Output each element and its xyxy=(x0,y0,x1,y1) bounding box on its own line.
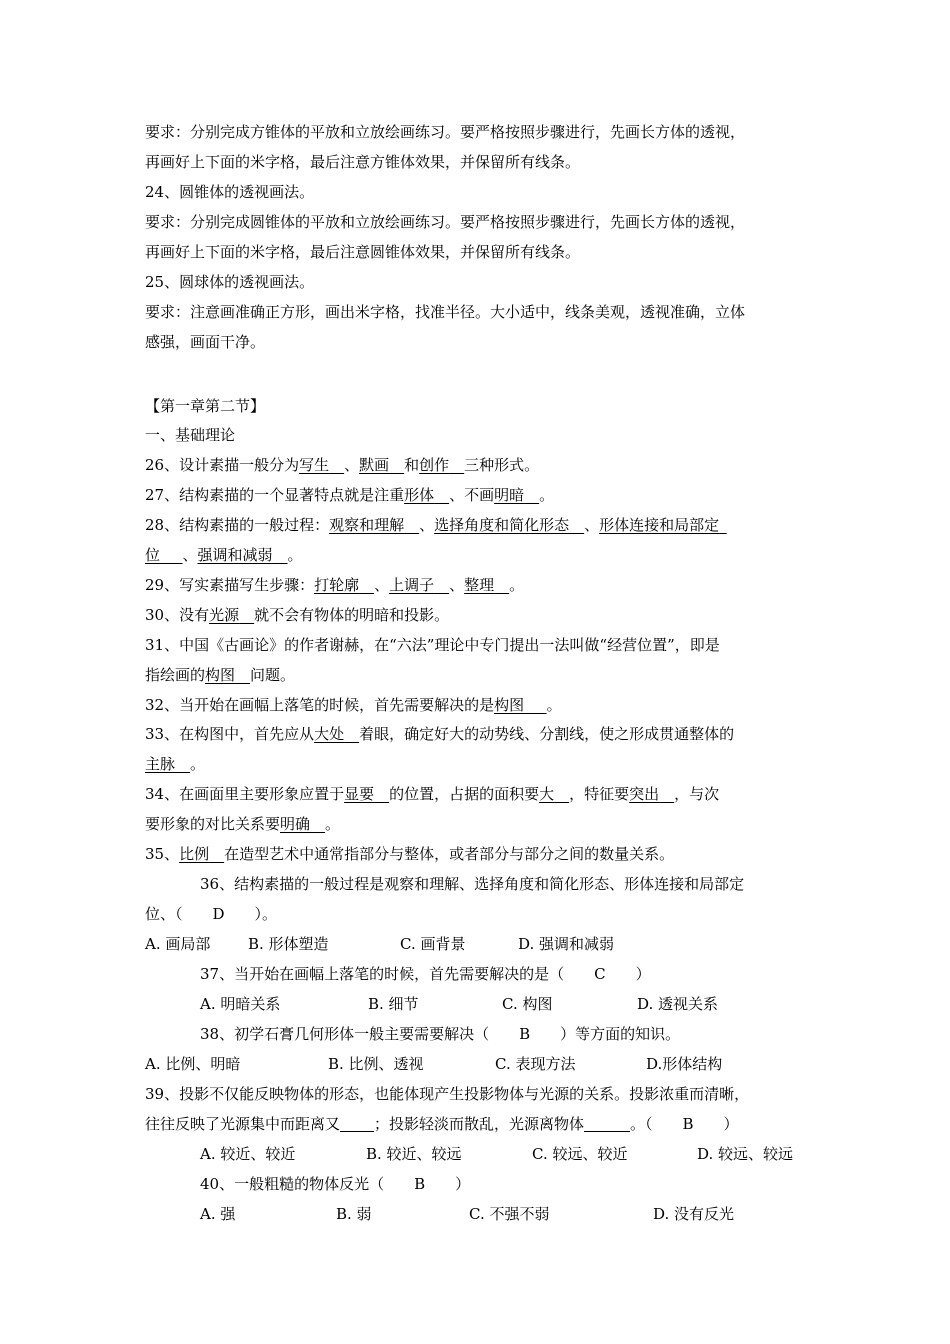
option-a: A. 强 xyxy=(200,1205,236,1223)
option-d: D.形体结构 xyxy=(646,1055,723,1073)
answer-blank: 明暗 xyxy=(494,486,525,504)
question-34-cont: 要形象的对比关系要明确 。 xyxy=(145,815,341,833)
text-line: 再画好上下面的米字格，最后注意方锥体效果，并保留所有线条。 xyxy=(145,153,581,171)
question-38: 38、初学石膏几何形体一般主要需要解决（ B ）等方面的知识。 xyxy=(200,1025,681,1043)
question-39-cont: 往往反映了光源集中而距离又 ；投影轻淡而散乱，光源离物体 。（ B ） xyxy=(145,1115,739,1133)
answer-blank: 形体 xyxy=(404,486,435,504)
option-d: D. 没有反光 xyxy=(653,1205,735,1223)
question-36-cont: 位、（ D ）。 xyxy=(145,905,278,923)
question-40-options xyxy=(200,1204,810,1224)
question-36: 36、结构素描的一般过程是观察和理解、选择角度和简化形态、形体连接和局部定 xyxy=(200,875,745,893)
question-27: 27、结构素描的一个显著特点就是注重形体 、不画明暗 。 xyxy=(145,486,555,504)
question-31-cont: 指绘画的构图 问题。 xyxy=(145,666,296,684)
answer-blank: 选择角度和简化形态 xyxy=(434,516,570,534)
question-28: 28、结构素描的一般过程：观察和理解 、选择角度和简化形态 、形体连接和局部定 xyxy=(145,515,810,535)
answer-blank: 默画 xyxy=(359,456,390,474)
answer-blank: 创作 xyxy=(419,456,450,474)
option-c: C. 画背景 xyxy=(400,935,466,953)
answer-blank: 强调和减弱 xyxy=(197,546,273,564)
question-31: 31、中国《古画论》的作者谢赫，在“六法”理论中专门提出一法叫做“经营位置”，即是 xyxy=(145,636,720,654)
subsection-heading: 一、基础理论 xyxy=(145,426,236,444)
answer-blank: 显要 xyxy=(344,785,375,803)
section-heading: 【第一章第二节】 xyxy=(145,397,266,415)
option-a: A. 明暗关系 xyxy=(200,995,281,1013)
option-d: D. 较远、较远 xyxy=(697,1145,794,1163)
answer-blank: 主脉 xyxy=(145,755,176,773)
option-b: B. 形体塑造 xyxy=(248,935,329,953)
text-line: 要求：分别完成圆锥体的平放和立放绘画练习。要严格按照步骤进行，先画长方体的透视， xyxy=(145,213,746,231)
text-line: 要求：分别完成方锥体的平放和立放绘画练习。要严格按照步骤进行，先画长方体的透视， xyxy=(145,123,746,141)
question-36-options xyxy=(145,934,810,954)
option-b: B. 较近、较远 xyxy=(366,1145,462,1163)
question-30: 30、没有光源 就不会有物体的明暗和投影。 xyxy=(145,606,450,624)
option-a: A. 画局部 xyxy=(145,935,211,953)
option-c: C. 构图 xyxy=(502,995,553,1013)
answer-blank: 构图 xyxy=(205,666,236,684)
answer-blank: 写生 xyxy=(299,456,330,474)
answer-blank: 位 xyxy=(145,546,161,564)
option-a: A. 比例、明暗 xyxy=(145,1055,241,1073)
answer-blank xyxy=(340,1116,374,1132)
answer-blank xyxy=(584,1116,630,1132)
option-c: C. 表现方法 xyxy=(495,1055,576,1073)
question-33: 33、在构图中，首先应从大处 着眼，确定好大的动势线、分割线，使之形成贯通整体的 xyxy=(145,725,735,743)
question-37-options xyxy=(200,994,810,1014)
question-34: 34、在画面里主要形象应置于显要 的位置，占据的面积要大 ，特征要突出 ，与次 xyxy=(145,785,720,803)
question-39-options xyxy=(200,1144,810,1164)
text-line: 感强，画面干净。 xyxy=(145,333,266,351)
question-35: 35、比例 在造型艺术中通常指部分与整体，或者部分与部分之间的数量关系。 xyxy=(145,845,675,863)
answer-blank: 大处 xyxy=(314,725,345,743)
question-28-cont: 位 、强调和减弱 。 xyxy=(145,546,303,564)
text-line: 再画好上下面的米字格，最后注意圆锥体效果，并保留所有线条。 xyxy=(145,243,581,261)
option-b: B. 细节 xyxy=(368,995,419,1013)
answer-blank: 形体连接和局部定 xyxy=(599,516,720,534)
option-c: C. 较远、较近 xyxy=(532,1145,628,1163)
answer-blank: 光源 xyxy=(209,606,240,624)
question-40: 40、一般粗糙的物体反光（ B ） xyxy=(200,1175,471,1193)
question-39: 39、投影不仅能反映物体的形态，也能体现产生投影物体与光源的关系。投影浓重而清晰， xyxy=(145,1085,750,1103)
answer-blank: 观察和理解 xyxy=(329,516,405,534)
question-38-options xyxy=(145,1054,810,1074)
answer-blank: 打轮廓 xyxy=(314,576,360,594)
answer-blank: 比例 xyxy=(179,845,210,863)
answer-blank: 构图 xyxy=(494,696,525,714)
text-line: 24、圆锥体的透视画法。 xyxy=(145,183,315,201)
answer-blank: 整理 xyxy=(464,576,495,594)
answer-blank: 明确 xyxy=(280,815,311,833)
text-line: 要求：注意画准确正方形，画出米字格，找准半径。大小适中，线条美观，透视准确，立体 xyxy=(145,303,746,321)
option-d: D. 强调和减弱 xyxy=(518,935,615,953)
answer-blank: 上调子 xyxy=(389,576,435,594)
option-b: B. 比例、透视 xyxy=(328,1055,424,1073)
question-33-cont: 主脉 。 xyxy=(145,755,206,773)
question-32: 32、当开始在画幅上落笔的时候，首先需要解决的是构图 。 xyxy=(145,696,562,714)
option-c: C. 不强不弱 xyxy=(469,1205,550,1223)
question-29: 29、写实素描写生步骤：打轮廓 、上调子 、整理 。 xyxy=(145,576,525,594)
answer-blank: 突出 xyxy=(629,785,660,803)
text-line: 25、圆球体的透视画法。 xyxy=(145,273,315,291)
answer-blank: 大 xyxy=(539,785,555,803)
option-a: A. 较近、较近 xyxy=(200,1145,296,1163)
question-26: 26、设计素描一般分为写生 、默画 和创作 三种形式。 xyxy=(145,456,540,474)
option-d: D. 透视关系 xyxy=(637,995,719,1013)
question-37: 37、当开始在画幅上落笔的时候，首先需要解决的是（ C ） xyxy=(200,965,651,983)
option-b: B. 弱 xyxy=(336,1205,372,1223)
